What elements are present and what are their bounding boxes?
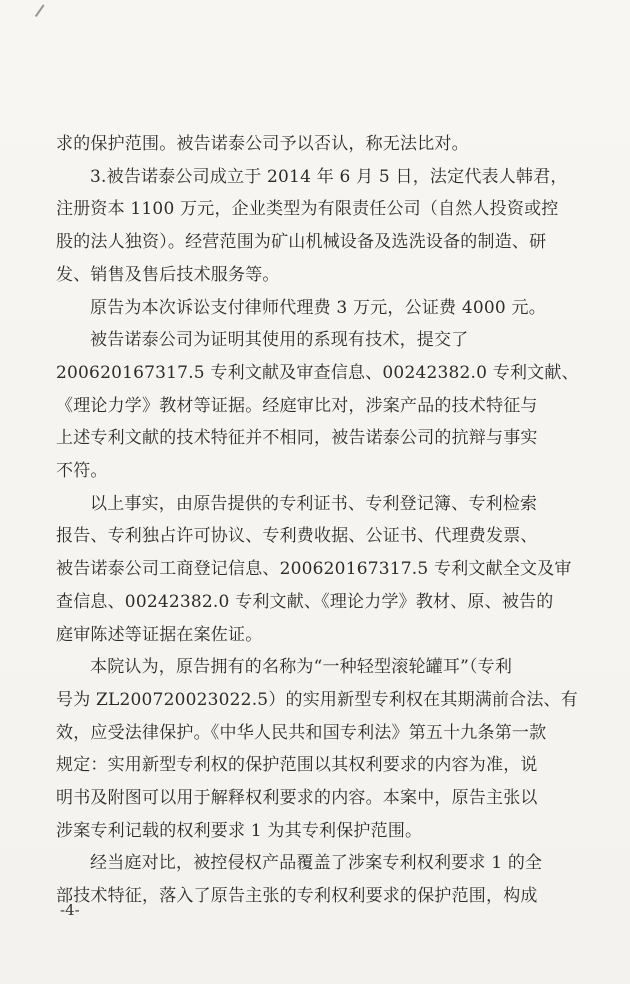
paragraph — [56, 651, 576, 847]
text-line: 200620167317.5 专利文献及审查信息、00242382.0 专利文献、 — [56, 362, 579, 383]
text-line: 查信息、00242382.0 专利文献、《理论力学》教材、原、被告的 — [56, 591, 554, 612]
text-line: 效，应受法律保护。《中华人民共和国专利法》第五十九条第一款 — [56, 722, 547, 743]
text-line: 不符。 — [56, 461, 108, 482]
text-line: 注册资本 1100 万元，企业类型为有限责任公司（自然人投资或控 — [56, 199, 559, 220]
text-line: 部技术特征，落入了原告主张的专利权利要求的保护范围，构成 — [56, 886, 538, 907]
text-line: 以上事实，由原告提供的专利证书、专利登记簿、专利检索 — [90, 493, 538, 514]
paragraph — [56, 847, 576, 912]
text-line: 《理论力学》教材等证据。经庭审比对，涉案产品的技术特征与 — [56, 395, 538, 416]
text-line: 求的保护范围。被告诺泰公司予以否认，称无法比对。 — [56, 134, 469, 154]
text-line: 上述专利文献的技术特征并不相同，被告诺泰公司的抗辩与事实 — [56, 428, 538, 449]
paragraph — [56, 292, 576, 325]
text-line: 庭审陈述等证据在案佐证。 — [56, 624, 263, 645]
text-line: 报告、专利独占许可协议、专利费收据、公证书、代理费发票、 — [56, 526, 538, 547]
text-line: 原告为本次诉讼支付律师代理费 3 万元，公证费 4000 元。 — [90, 297, 546, 318]
text-line: 本院认为，原告拥有的名称为“一种轻型滚轮罐耳”（专利 — [90, 657, 513, 678]
page-number: -4- — [60, 901, 80, 919]
text-line: 经当庭对比，被控侵权产品覆盖了涉案专利权利要求 1 的全 — [90, 853, 543, 874]
text-line: 号为 ZL200720023022.5）的实用新型专利权在其期满前合法、有 — [56, 689, 578, 710]
text-line: 涉案专利记载的权利要求 1 为其专利保护范围。 — [56, 820, 423, 841]
text-line: 被告诺泰公司为证明其使用的系现有技术，提交了 — [90, 330, 469, 351]
text-line: 3.被告诺泰公司成立于 2014 年 6 月 5 日，法定代表人韩君， — [90, 166, 568, 187]
text-line: 规定：实用新型专利权的保护范围以其权利要求的内容为准，说 — [56, 755, 538, 776]
text-line: 明书及附图可以用于解释权利要求的内容。本案中，原告主张以 — [56, 788, 538, 809]
document-body — [56, 128, 579, 913]
scan-mark — [35, 4, 51, 21]
paragraph — [56, 128, 576, 161]
paragraph — [56, 488, 576, 652]
paragraph — [56, 324, 579, 488]
text-line: 发、销售及售后技术服务等。 — [56, 264, 280, 285]
text-line: 股的法人独资）。经营范围为矿山机械设备及选洗设备的制造、研 — [56, 232, 547, 253]
paragraph — [56, 161, 576, 292]
text-line: 被告诺泰公司工商登记信息、200620167317.5 专利文献全文及审 — [56, 559, 572, 580]
